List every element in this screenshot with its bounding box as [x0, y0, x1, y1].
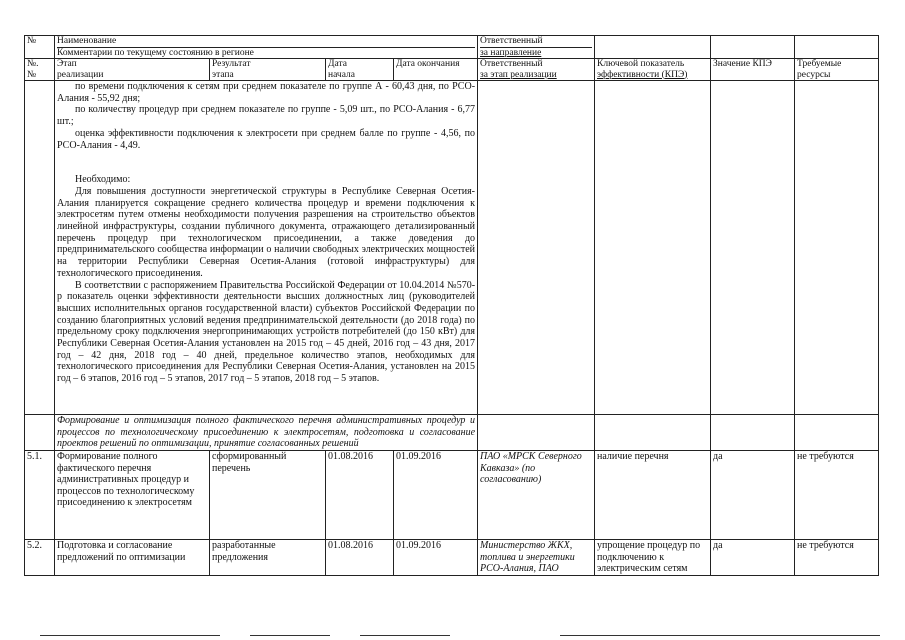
- row-kpi: наличие перечня: [595, 451, 711, 540]
- header-result: Результат этапа: [210, 59, 326, 81]
- row-number: 5.1.: [25, 451, 55, 540]
- row-result: разработанные предложения: [210, 540, 326, 576]
- narrative-p5: В соответствии с распоряжением Правительства Российской Федерации от 10.04.2014 №570-р показатель оценки эффективности деятельности высших должностных лиц (руководителей высших исполнительных органов государственной власти) субъектов Российской Федерации по созданию благоприятных условий ведения предпринимательской деятельности (до 2018 года) по предельному сроку подключения энергопринимающих устройств потребителей (до 150 кВт) для Республики Северная Осетия-Алания установлен на 2015 год – 45 дней, 2016 год – 43 дня, 2017 год – 42 дня, 2018 год – 40 дней, предельное количество этапов, необходимых для технологического присоединения для Республики Северная Осетия-Алания, установлен на 2015 год – 6 этапов, 2016 год – 5 этапов, 2017 год – 5 этапов, 2018 год – 5 этапов.: [57, 279, 476, 385]
- header-empty-1: [595, 36, 711, 59]
- row-resources: не требуются: [795, 451, 879, 540]
- row-start-date: 01.08.2016: [326, 451, 394, 540]
- header-row-1: [25, 36, 879, 59]
- row-start-date: 01.08.2016: [326, 540, 394, 576]
- header-num: №: [25, 36, 55, 59]
- narrative-num-cell: [25, 81, 55, 415]
- section-row: [25, 415, 879, 451]
- header-empty-3: [795, 36, 879, 59]
- row-responsible: ПАО «МРСК Северного Кавказа» (по согласованию): [478, 451, 595, 540]
- header-kpi: Ключевой показатель эффективности (КПЭ): [595, 59, 711, 81]
- footer-rule-3: [360, 635, 450, 636]
- header-resources: Требуемые ресурсы: [795, 59, 879, 81]
- row-stage: Подготовка и согласование предложений по оптимизации: [55, 540, 210, 576]
- table-row: [25, 451, 879, 540]
- section-num-cell: [25, 415, 55, 451]
- header-number: №. №: [25, 59, 55, 81]
- row-resources: не требуются: [795, 540, 879, 576]
- narrative-res-cell: [795, 81, 879, 415]
- narrative-p2: по количеству процедур при среднем показателе по группе - 5,09 шт., по РСО-Алания - 6,77 шт.;: [57, 104, 476, 128]
- row-kpi: упрощение процедур по подключению к электрическим сетям: [595, 540, 711, 576]
- row-number: 5.2.: [25, 540, 55, 576]
- section-title: Формирование и оптимизация полного фактического перечня административных процедур и процессов по технологическому присоединению к электросетям, подготовка и согласование проектов решений по оптимизации, принятие согласованных решений: [55, 415, 478, 451]
- header-name-comment: [55, 36, 478, 59]
- row-end-date: 01.09.2016: [394, 540, 478, 576]
- narrative-p3: оценка эффективности подключения к электросети при среднем балле по группе - 4,56, по РСО-Алания - 4,49.: [57, 127, 476, 151]
- row-kpi-value: да: [711, 540, 795, 576]
- footer-rule-2: [250, 635, 330, 636]
- header-start-date: Дата начала: [326, 59, 394, 81]
- narrative-p4: Для повышения доступности энергетической структуры в Республике Северная Осетия-Алания планируется сокращение среднего количества процедур и времени подключения к электросетям путем отмены необходимости получения разрешения на строительство объектов линейной инфраструктуры, создании публичного документа, отражающего детализированный перечень процедур при технологическом присоединении, а также доведения до предпринимательского сообщества информации о наличии свободных электрических мощностей на территории Республики Северная Осетия-Алания (готовой инфраструктуры) для технологического присоединения.: [57, 185, 476, 279]
- header-empty-2: [711, 36, 795, 59]
- header-comment: Комментарии по текущему состоянию в регионе: [57, 47, 254, 58]
- narrative-heading: Необходимо:: [75, 174, 131, 186]
- row-end-date: 01.09.2016: [394, 451, 478, 540]
- header-end-date: Дата окончания: [394, 59, 478, 81]
- header-kpi-value: Значение КПЭ: [711, 59, 795, 81]
- narrative-spacer: [57, 151, 475, 174]
- table-row: [25, 540, 879, 576]
- header-stage: Этап реализации: [55, 59, 210, 81]
- section-kpival-cell: [711, 415, 795, 451]
- section-res-cell: [795, 415, 879, 451]
- header-row-2: [25, 59, 879, 81]
- footer-rule-1: [40, 635, 220, 636]
- section-resp-cell: [478, 415, 595, 451]
- narrative-kpi-cell: [595, 81, 711, 415]
- row-responsible: Министерство ЖКХ, топлива и энергетики РСО-Алания, ПАО: [478, 540, 595, 576]
- header-name: Наименование: [57, 36, 475, 48]
- row-stage: Формирование полного фактического перечня административных процедур и процессов по технологическому присоединению к электросетям: [55, 451, 210, 540]
- row-kpi-value: да: [711, 451, 795, 540]
- footer-rule-4: [560, 635, 880, 636]
- narrative-row: [25, 81, 879, 415]
- narrative-resp-cell: [478, 81, 595, 415]
- row-result: сформированный перечень: [210, 451, 326, 540]
- narrative-kpival-cell: [711, 81, 795, 415]
- header-responsible-stage: Ответственный за этап реализации: [478, 59, 595, 81]
- action-plan-table: [24, 35, 879, 576]
- section-kpi-cell: [595, 415, 711, 451]
- narrative-p1: по времени подключения к сетям при среднем показателе по группе А - 60,43 дня, по РСО-Алания - 55,92 дня;: [57, 81, 476, 104]
- header-responsible-direction: Ответственный за направление: [478, 36, 595, 59]
- narrative-text: [55, 81, 478, 415]
